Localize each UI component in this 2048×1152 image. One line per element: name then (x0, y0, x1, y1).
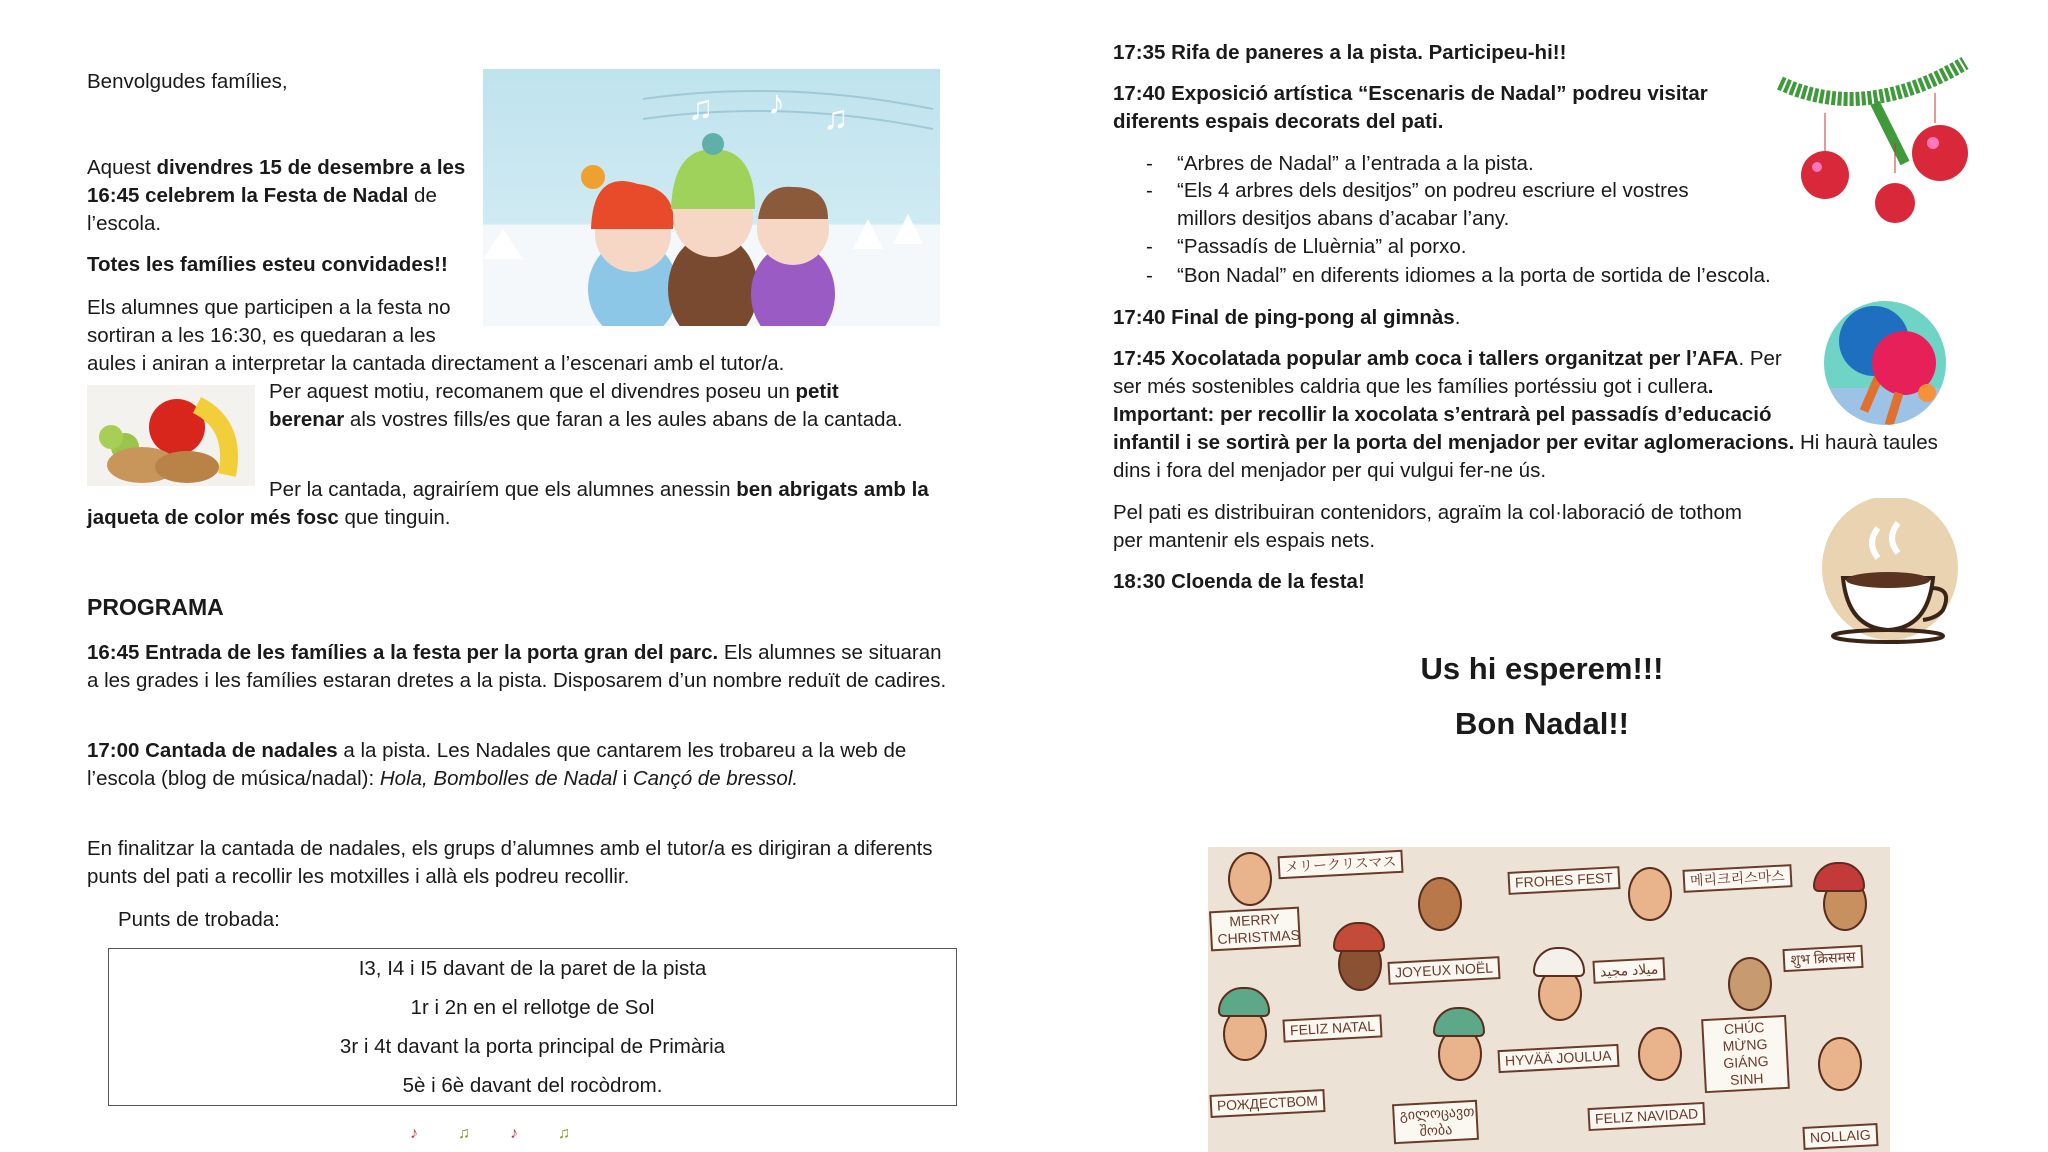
greeting-sign: ميلاد مجيد (1592, 957, 1665, 984)
after-cantada-paragraph: En finalitzar la cantada de nadales, els grups d’alumnes amb el tutor/a es dirigiran a diferents punts del pati a recollir les motxilles i allà els podreu recollir. (87, 837, 933, 888)
greeting-sign: メリークリスマス (1277, 850, 1403, 880)
closing-see-you: Us hi esperem!!! (1420, 651, 1664, 686)
program-heading: PROGRAMA (87, 594, 224, 620)
program-1645: 16:45 Entrada de les famílies a la festa per la porta gran del parc. Els alumnes se situaran a les grades i les famílies estaran dretes a la pista. Disposarem d’un nombre reduït de cadires. (87, 641, 947, 692)
invite-text: Totes les famílies esteu convidades!! (87, 253, 448, 276)
meeting-point: 5è i 6è davant del rocòdrom. (402, 1074, 663, 1097)
students-paragraph: Els alumnes que participen a la festa no sortiran a les 16:30, es quedaran a les aules i aniran a interpretar la cantada directament a l’escenari amb el tutor/a. (87, 296, 785, 375)
bullet-dash: - (1146, 235, 1153, 258)
bins-paragraph: Pel pati es distribuiran contenidors, agraïm la col·laboració de tothom per mantenir els espais nets. (1113, 501, 1742, 552)
meeting-points-table (108, 948, 957, 1106)
snack-fruit-image (87, 385, 255, 486)
svg-text:♫: ♫ (823, 99, 849, 137)
meeting-points-label: Punts de trobada: (118, 908, 280, 931)
carol-singers-image (483, 69, 940, 326)
meeting-point: 3r i 4t davant la porta principal de Primària (339, 1035, 726, 1058)
coats-paragraph: Per la cantada, agrairíem que els alumnes anessin ben abrigats amb la jaqueta de color més fosc que tinguin. (87, 478, 929, 529)
closing-merry-christmas: Bon Nadal!! (1455, 706, 1629, 741)
bullet-item: “Els 4 arbres dels desitjos” on podreu escriure el vostres millors desitjos abans d’acabar l’any. (1177, 179, 1689, 230)
program-1740-pingpong: 17:40 Final de ping-pong al gimnàs. (1113, 306, 1461, 329)
greeting-sign: NOLLAIG (1802, 1123, 1878, 1150)
greeting-sign: FROHES FEST (1507, 866, 1620, 895)
greeting-sign: MERRY CHRISTMAS (1209, 907, 1301, 952)
snack-paragraph: Per aquest motiu, recomanem que el divendres poseu un petit berenar als vostres fills/es que faran a les aules abans de la cantada. (269, 380, 903, 431)
greeting-sign: FELIZ NAVIDAD (1587, 1102, 1705, 1131)
greeting-sign: 메리크리스마스 (1682, 864, 1792, 893)
meeting-point: I3, I4 i I5 davant de la paret de la pista (358, 957, 707, 980)
greeting-sign: JOYEUX NOËL (1387, 956, 1500, 985)
multilingual-greetings-image (1208, 847, 1890, 1152)
bullet-item: “Arbres de Nadal” a l’entrada a la pista. (1177, 152, 1534, 175)
program-1740-exhibition: 17:40 Exposició artística “Escenaris de Nadal” podreu visitar diferents espais decorats del pati. (1113, 82, 1708, 133)
svg-text:♪: ♪ (768, 84, 785, 122)
greeting-sign: გილოცავთ შობა (1392, 1100, 1479, 1144)
program-1830: 18:30 Cloenda de la festa! (1113, 570, 1365, 593)
program-1735: 17:35 Rifa de paneres a la pista. Participeu-hi!! (1113, 41, 1567, 64)
greeting: Benvolgudes famílies, (87, 70, 288, 93)
hot-chocolate-cup-icon (1818, 498, 1959, 644)
greeting-sign: शुभ क्रिसमस (1782, 945, 1863, 972)
christmas-ornaments-image (1775, 53, 1973, 235)
bullet-dash: - (1146, 264, 1153, 287)
meeting-point: 1r i 2n en el rellotge de Sol (410, 996, 655, 1019)
music-notes-decoration: ♪♫♪♫ (410, 1125, 610, 1142)
program-1745: 17:45 Xocolatada popular amb coca i tallers organitzat per l’AFA. Per ser més sostenibles caldria que les famílies portéssiu got i cullera. Important: per recollir la xocolata s’entrarà pel passadís d’educació infantil i se sortirà per la porta del menjador per evitar aglomeracions. Hi haurà taules dins i fora del menjador per qui vulgui fer-ne ús. (1113, 347, 1938, 482)
greeting-sign: CHÚC MỪNG GIÁNG SINH (1701, 1015, 1790, 1093)
svg-text:♫: ♫ (688, 89, 714, 127)
bullet-item: “Passadís de Lluèrnia” al porxo. (1177, 235, 1467, 258)
bullet-dash: - (1146, 152, 1153, 175)
intro-paragraph: Aquest divendres 15 de desembre a les 16:45 celebrem la Festa de Nadal de l’escola. (87, 156, 466, 235)
program-1700: 17:00 Cantada de nadales a la pista. Les Nadales que cantarem les trobareu a la web de l’escola (blog de música/nadal): Hola, Bombolles de Nadal i Cançó de bressol. (87, 739, 907, 790)
greeting-sign: HYVÄÄ JOULUA (1497, 1044, 1619, 1073)
bullet-item: “Bon Nadal” en diferents idiomes a la porta de sortida de l’escola. (1177, 264, 1771, 287)
bullet-dash: - (1146, 179, 1153, 202)
greeting-sign: РОЖДЕСТВОМ (1209, 1089, 1325, 1118)
greeting-sign: FELIZ NATAL (1282, 1014, 1382, 1042)
